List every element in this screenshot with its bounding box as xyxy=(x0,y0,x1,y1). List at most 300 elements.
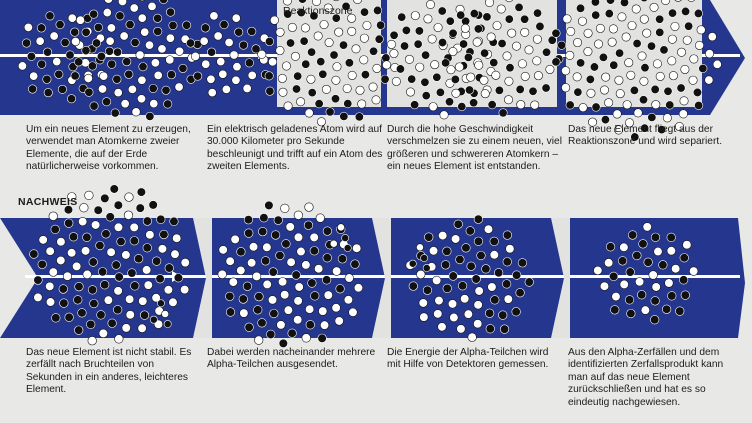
proton xyxy=(43,48,51,56)
proton xyxy=(300,37,308,45)
neutron xyxy=(475,287,484,296)
neutron xyxy=(573,73,581,81)
neutron xyxy=(46,247,55,256)
neutron xyxy=(650,3,658,11)
neutron xyxy=(643,29,651,37)
proton xyxy=(436,88,444,96)
neutron xyxy=(654,247,663,256)
proton xyxy=(265,201,274,210)
proton xyxy=(465,86,473,94)
neutron xyxy=(431,60,439,68)
proton xyxy=(46,12,54,20)
neutron xyxy=(320,321,329,330)
neutron xyxy=(503,52,511,60)
neutron xyxy=(83,270,92,279)
neutron xyxy=(579,103,587,111)
neutron xyxy=(518,60,526,68)
proton xyxy=(74,326,83,335)
proton xyxy=(488,101,496,109)
neutron xyxy=(305,305,314,314)
proton xyxy=(552,58,560,66)
proton xyxy=(261,257,270,266)
proton xyxy=(344,99,352,107)
proton xyxy=(633,251,642,260)
proton xyxy=(529,87,537,95)
neutron xyxy=(426,0,434,8)
neutron xyxy=(695,41,703,49)
neutron xyxy=(208,88,216,96)
neutron xyxy=(434,23,442,31)
proton xyxy=(338,255,347,264)
proton xyxy=(459,40,467,48)
neutron xyxy=(333,62,341,70)
proton xyxy=(108,60,116,68)
proton xyxy=(150,316,157,323)
neutron xyxy=(63,272,72,281)
proton xyxy=(92,39,100,47)
proton xyxy=(38,260,47,269)
neutron xyxy=(612,292,621,301)
neutron xyxy=(67,248,76,257)
neutron xyxy=(620,280,629,289)
proton xyxy=(586,75,594,83)
neutron xyxy=(263,243,272,252)
proton xyxy=(651,297,660,306)
neutron xyxy=(301,24,309,32)
neutron xyxy=(302,334,311,343)
proton xyxy=(265,72,273,80)
neutron xyxy=(284,102,292,110)
proton xyxy=(340,112,348,120)
proton xyxy=(480,49,488,57)
neutron xyxy=(640,77,648,85)
neutron xyxy=(219,246,228,255)
proton xyxy=(494,268,503,277)
proton xyxy=(574,88,582,96)
neutron xyxy=(485,0,493,7)
neutron xyxy=(416,63,424,71)
proton xyxy=(486,324,495,333)
neutron xyxy=(138,14,146,22)
proton xyxy=(639,96,647,104)
proton xyxy=(464,53,472,61)
proton xyxy=(67,95,75,103)
neutron xyxy=(440,111,448,119)
proton xyxy=(342,234,349,241)
proton xyxy=(610,306,619,315)
proton xyxy=(660,46,668,54)
neutron xyxy=(57,237,66,246)
proton xyxy=(503,231,512,240)
proton xyxy=(102,98,110,106)
proton xyxy=(317,57,325,65)
neutron xyxy=(683,240,692,249)
neutron xyxy=(616,89,624,97)
proton xyxy=(668,9,676,17)
proton xyxy=(351,260,360,269)
proton xyxy=(89,258,98,267)
neutron xyxy=(103,8,111,16)
neutron xyxy=(277,321,286,330)
proton xyxy=(43,75,51,83)
proton xyxy=(108,319,117,328)
neutron xyxy=(332,303,341,312)
neutron xyxy=(343,84,351,92)
proton xyxy=(22,39,30,47)
neutron xyxy=(99,72,107,80)
neutron xyxy=(596,24,604,32)
proton xyxy=(490,237,499,246)
proton xyxy=(618,257,627,266)
neutron xyxy=(573,38,581,46)
proton xyxy=(376,21,384,29)
neutron xyxy=(521,72,529,80)
proton xyxy=(27,52,35,60)
proton xyxy=(542,84,550,92)
proton xyxy=(61,38,69,46)
neutron xyxy=(497,5,505,13)
neutron xyxy=(175,83,183,91)
neutron xyxy=(330,240,337,247)
proton xyxy=(502,280,511,289)
proton xyxy=(318,334,327,343)
proton xyxy=(339,41,347,49)
neutron xyxy=(181,258,190,267)
neutron xyxy=(99,329,108,338)
bottom-caption-4: Aus den Alpha-Zerfällen und dem identifizierten Zerfallsprodukt kann man auf das neue Element zurückschließen und hat es so eindeutig nachgewiesen. xyxy=(568,347,724,408)
neutron xyxy=(107,24,115,32)
neutron xyxy=(243,84,251,92)
neutron xyxy=(653,60,661,68)
proton xyxy=(625,296,634,305)
neutron xyxy=(641,306,650,315)
top-caption-2: Ein elektrisch geladenes Atom wird auf 30.000 Kilometer pro Sekunde beschleunigt und trifft auf ein Atom des zweiten Elements. xyxy=(207,124,383,173)
proton xyxy=(609,272,618,281)
proton xyxy=(656,28,664,36)
neutron xyxy=(214,32,222,40)
proton xyxy=(319,70,327,78)
proton xyxy=(128,269,137,278)
neutron xyxy=(158,45,166,53)
neutron xyxy=(236,266,245,275)
proton xyxy=(677,84,685,92)
neutron xyxy=(713,60,721,68)
proton xyxy=(85,88,93,96)
neutron xyxy=(668,57,676,65)
neutron xyxy=(136,51,144,59)
neutron xyxy=(487,33,495,41)
neutron xyxy=(34,293,43,302)
proton xyxy=(520,15,528,23)
proton xyxy=(164,320,171,327)
proton xyxy=(490,58,498,66)
proton xyxy=(315,100,323,108)
neutron xyxy=(464,310,473,319)
proton xyxy=(143,243,152,252)
proton xyxy=(458,282,467,291)
proton xyxy=(483,13,491,21)
proton xyxy=(179,64,187,72)
proton xyxy=(443,284,452,293)
neutron xyxy=(360,34,368,42)
proton xyxy=(331,95,339,103)
neutron xyxy=(232,14,240,22)
proton xyxy=(44,88,52,96)
neutron xyxy=(307,75,315,83)
proton xyxy=(94,206,103,215)
proton xyxy=(193,72,201,80)
proton xyxy=(323,227,332,236)
proton xyxy=(627,309,636,318)
neutron xyxy=(652,283,661,292)
proton xyxy=(456,255,465,264)
proton xyxy=(438,38,446,46)
proton xyxy=(693,88,701,96)
neutron xyxy=(601,73,609,81)
neutron xyxy=(226,257,235,266)
neutron xyxy=(114,88,122,96)
neutron xyxy=(438,231,447,240)
proton xyxy=(516,288,525,297)
proton xyxy=(421,254,428,261)
neutron xyxy=(587,89,595,97)
proton xyxy=(449,272,458,281)
neutron xyxy=(622,33,630,41)
proton xyxy=(270,309,279,318)
proton xyxy=(97,311,106,320)
neutron xyxy=(484,225,493,234)
proton xyxy=(398,13,406,21)
proton xyxy=(681,291,690,300)
proton xyxy=(423,264,430,271)
proton xyxy=(525,278,534,287)
proton xyxy=(149,84,157,92)
neutron xyxy=(148,2,156,10)
neutron xyxy=(180,285,189,294)
neutron xyxy=(230,51,238,59)
proton xyxy=(56,20,64,28)
neutron xyxy=(268,58,276,66)
neutron xyxy=(390,49,398,57)
neutron xyxy=(106,37,114,45)
proton xyxy=(96,241,105,250)
neutron xyxy=(36,37,44,45)
neutron xyxy=(202,60,210,68)
neutron xyxy=(145,41,153,49)
proton xyxy=(498,311,507,320)
neutron xyxy=(104,296,113,305)
neutron xyxy=(125,193,134,202)
proton xyxy=(659,261,668,270)
neutron xyxy=(107,248,116,257)
neutron xyxy=(294,211,303,220)
proton xyxy=(101,194,110,203)
neutron xyxy=(680,97,688,105)
neutron xyxy=(689,267,698,276)
neutron xyxy=(166,34,174,42)
proton xyxy=(407,75,415,83)
proton xyxy=(457,11,465,19)
neutron xyxy=(473,38,481,46)
proton xyxy=(451,75,459,83)
neutron xyxy=(473,319,482,328)
neutron xyxy=(318,307,327,316)
proton xyxy=(86,320,95,329)
neutron xyxy=(455,63,463,71)
proton xyxy=(648,113,656,121)
neutron xyxy=(91,221,100,230)
neutron xyxy=(335,317,344,326)
proton xyxy=(143,217,152,226)
neutron xyxy=(252,272,261,281)
proton xyxy=(438,7,446,15)
neutron xyxy=(708,32,716,40)
neutron xyxy=(85,191,94,200)
neutron xyxy=(305,109,313,117)
neutron xyxy=(656,72,664,80)
neutron xyxy=(348,71,356,79)
proton xyxy=(302,60,310,68)
neutron xyxy=(416,244,423,251)
proton xyxy=(662,305,671,314)
proton xyxy=(472,275,481,284)
proton xyxy=(115,273,124,282)
proton xyxy=(409,260,416,267)
proton xyxy=(74,58,82,66)
neutron xyxy=(29,72,37,80)
neutron xyxy=(525,46,533,54)
neutron xyxy=(493,21,501,29)
proton xyxy=(114,201,123,210)
neutron xyxy=(276,46,284,54)
proton xyxy=(88,286,97,295)
neutron xyxy=(406,88,414,96)
proton xyxy=(485,309,494,318)
neutron xyxy=(138,324,147,333)
proton xyxy=(330,51,338,59)
proton xyxy=(136,204,145,213)
proton xyxy=(667,292,676,301)
proton xyxy=(271,231,280,240)
neutron xyxy=(231,235,240,244)
neutron xyxy=(128,85,136,93)
neutron xyxy=(219,70,227,78)
neutron xyxy=(508,29,516,37)
neutron xyxy=(114,287,123,296)
proton xyxy=(265,37,273,45)
proton xyxy=(396,65,404,73)
neutron xyxy=(640,15,648,23)
neutron xyxy=(480,76,488,84)
neutron xyxy=(369,83,377,91)
proton xyxy=(400,42,408,50)
neutron xyxy=(679,110,687,118)
proton xyxy=(499,109,507,117)
proton xyxy=(512,307,521,316)
neutron xyxy=(632,5,640,13)
proton xyxy=(533,9,541,17)
neutron xyxy=(505,77,513,85)
proton xyxy=(599,53,607,61)
neutron xyxy=(382,61,390,69)
proton xyxy=(167,70,175,78)
neutron xyxy=(354,284,363,293)
neutron xyxy=(352,244,361,253)
neutron xyxy=(76,16,84,24)
proton xyxy=(162,86,170,94)
neutron xyxy=(141,28,149,36)
neutron xyxy=(533,57,541,65)
neutron xyxy=(337,224,344,231)
proton xyxy=(58,85,66,93)
proton xyxy=(117,237,126,246)
neutron xyxy=(411,11,419,19)
proton xyxy=(255,292,264,301)
top-caption-4: Das neue Element fliegt aus der Reaktionszone und wird separiert. xyxy=(568,124,723,148)
proton xyxy=(97,52,105,60)
proton xyxy=(130,237,139,246)
proton xyxy=(274,216,283,225)
proton xyxy=(253,306,262,315)
neutron xyxy=(466,73,474,81)
neutron xyxy=(172,234,181,243)
neutron xyxy=(697,26,705,34)
neutron xyxy=(561,83,569,91)
proton xyxy=(248,27,256,35)
neutron xyxy=(294,233,303,242)
neutron xyxy=(438,323,447,332)
proton xyxy=(443,247,452,256)
neutron xyxy=(114,223,123,232)
neutron xyxy=(615,76,623,84)
neutron xyxy=(305,203,314,212)
neutron xyxy=(387,40,395,48)
neutron xyxy=(593,266,602,275)
neutron xyxy=(420,313,429,322)
proton xyxy=(610,61,618,69)
neutron xyxy=(373,64,381,72)
neutron xyxy=(281,204,290,213)
proton xyxy=(576,4,584,12)
proton xyxy=(174,274,183,283)
neutron xyxy=(504,96,512,104)
proton xyxy=(225,292,234,301)
neutron xyxy=(314,264,323,273)
proton xyxy=(59,285,68,294)
neutron xyxy=(71,37,79,45)
neutron xyxy=(121,100,129,108)
proton xyxy=(51,225,60,234)
neutron xyxy=(302,261,311,270)
proton xyxy=(140,311,149,320)
neutron xyxy=(517,100,525,108)
proton xyxy=(102,230,111,239)
neutron xyxy=(162,310,169,317)
neutron xyxy=(578,17,586,25)
proton xyxy=(373,6,381,14)
neutron xyxy=(566,51,574,59)
proton xyxy=(266,330,275,339)
proton xyxy=(34,276,43,285)
neutron xyxy=(432,276,441,285)
proton xyxy=(637,290,646,299)
proton xyxy=(100,280,109,289)
proton xyxy=(446,17,454,25)
proton xyxy=(345,59,353,67)
neutron xyxy=(488,283,497,292)
neutron xyxy=(594,40,602,48)
proton xyxy=(293,72,301,80)
